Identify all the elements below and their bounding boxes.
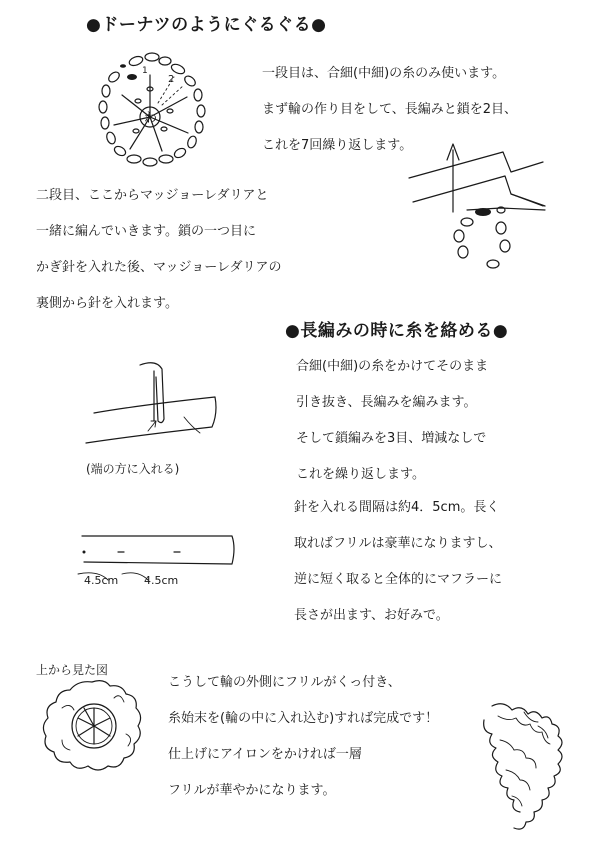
ring-label: わ: [144, 111, 158, 126]
text-line: これを繰り返します。: [296, 467, 425, 482]
text-line: まず輪の作り目をして、長編みと鎖を2目、: [262, 102, 518, 117]
top-view-diagram: [40, 678, 145, 773]
ribbon-insertion-diagram: [405, 140, 550, 275]
text-line: 逆に短く取ると全体的にマフラーに: [294, 572, 503, 587]
spacing-label-1: 4.5cm: [84, 574, 119, 587]
donut-stitch-diagram: [92, 45, 212, 175]
text-line: 取ればフリルは豪華になりますし、: [294, 536, 502, 551]
text-line: こうして輪の外側にフリルがくっ付き、: [168, 675, 401, 690]
section1-heading: ●ドーナツのようにぐるぐる●: [86, 15, 327, 35]
text-line: 針を入れる間隔は約4．5cm。長く: [294, 500, 500, 515]
finished-scarf-illustration: [478, 700, 573, 835]
text-line: 裏側から針を入れます。: [36, 296, 178, 311]
section1-paragraph2: [36, 178, 281, 322]
mark-label-1: 1: [142, 66, 148, 76]
text-line: そして鎖編みを3目、増減なしで: [296, 431, 487, 446]
section2-heading: ●長編みの時に糸を絡める●: [285, 321, 509, 341]
section3-paragraph: [168, 665, 438, 809]
hook-edge-diagram: [80, 355, 230, 450]
text-line: 長さが出ます、お好みで。: [294, 608, 449, 623]
text-line: これを7回繰り返します。: [262, 138, 413, 153]
text-line: 引き抜き、長編みを編みます。: [296, 395, 477, 410]
text-line: 合細(中細)の糸をかけてそのまま: [296, 359, 489, 374]
text-line: 糸始末を(輪の中に入れ込む)すれば完成です！: [168, 711, 439, 726]
text-line: フリルが華やかになります。: [168, 783, 336, 798]
section2-paragraph2: [294, 490, 502, 634]
text-line: かぎ針を入れた後、マッジョーレダリアの: [36, 260, 282, 275]
text-line: 一緒に編んでいきます。鎖の一つ目に: [36, 224, 256, 239]
text-line: 二段目、ここからマッジョーレダリアと: [36, 188, 269, 203]
caption-top-view: 上から見た図: [36, 663, 109, 677]
spacing-diagram: [78, 530, 238, 590]
caption-edge-insert: (端の方に入れる): [86, 462, 180, 476]
section2-paragraph1: [296, 349, 488, 493]
text-line: 一段目は、合細(中細)の糸のみ使います。: [262, 66, 506, 81]
spacing-label-2: 4.5cm: [144, 574, 179, 587]
mark-label-2: 2: [168, 74, 175, 85]
text-line: 仕上げにアイロンをかければ一層: [168, 747, 362, 762]
